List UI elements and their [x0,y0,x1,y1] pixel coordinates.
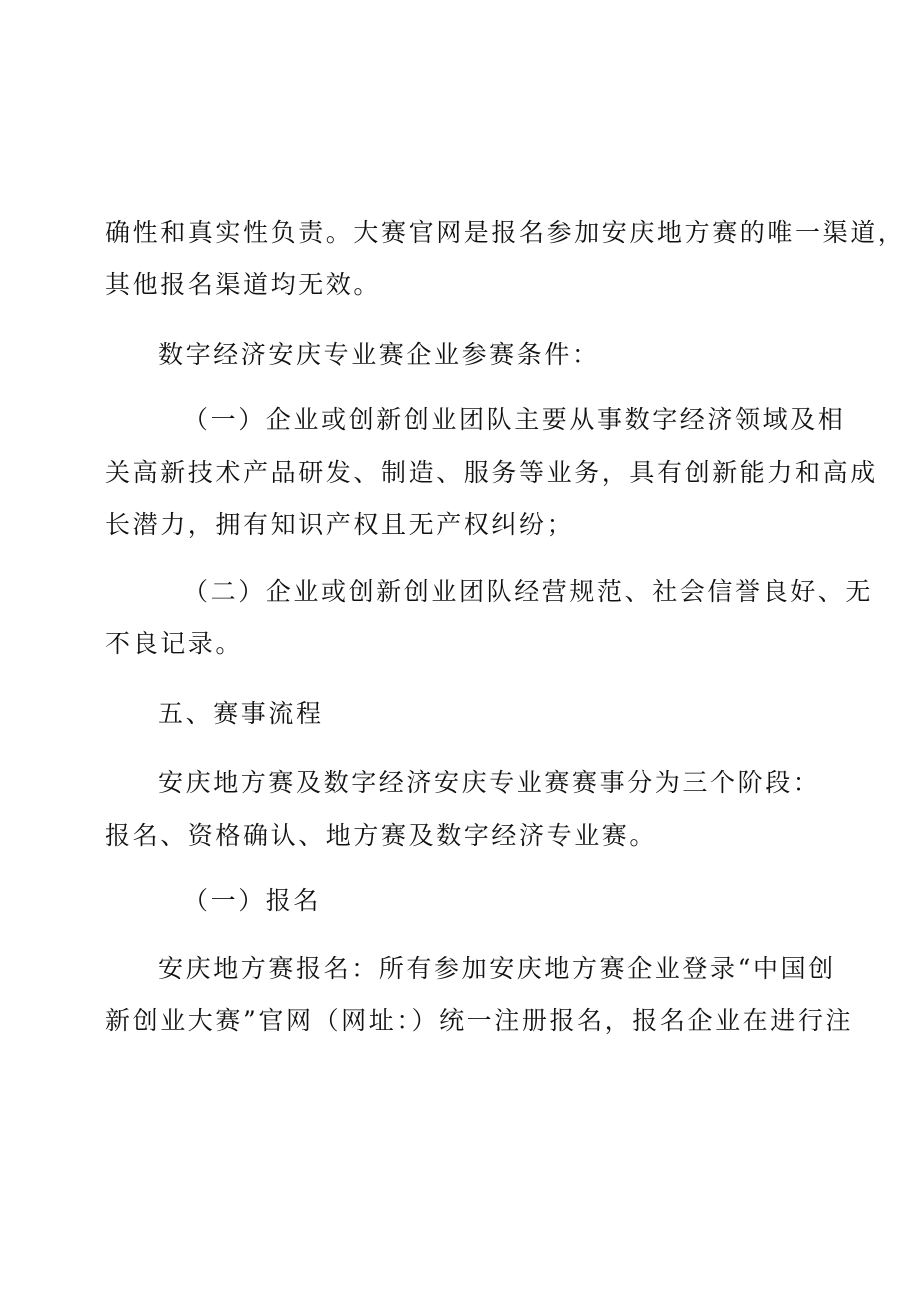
list-item-line: （一）企业或创新创业团队主要从事数字经济领域及相 [183,405,846,434]
list-item-line: 长潜力，拥有知识产权且无产权纠纷； [105,510,575,539]
paragraph-line: 其他报名渠道均无效。 [105,270,382,299]
paragraph-line: 确性和真实性负责。大赛官网是报名参加安庆地方赛的唯一渠道， [105,218,906,247]
section-intro-line: 数字经济安庆专业赛企业参赛条件： [158,340,600,369]
list-item-line: （二）企业或创新创业团队经营规范、社会信誉良好、无 [183,577,874,606]
section-heading: 五、赛事流程 [158,699,324,728]
paragraph-line: 新创业大赛”官网（网址：）统一注册报名，报名企业在进行注 [105,1006,854,1035]
list-item-line: 关高新技术产品研发、制造、服务等业务，具有创新能力和高成 [105,458,878,487]
paragraph-line: 报名、资格确认、地方赛及数字经济专业赛。 [105,821,658,850]
list-item-line: 不良记录。 [105,629,244,658]
paragraph-line: 安庆地方赛及数字经济安庆专业赛赛事分为三个阶段： [158,768,821,797]
subsection-heading: （一）报名 [183,886,322,915]
paragraph-line: 安庆地方赛报名：所有参加安庆地方赛企业登录“中国创 [158,954,836,983]
